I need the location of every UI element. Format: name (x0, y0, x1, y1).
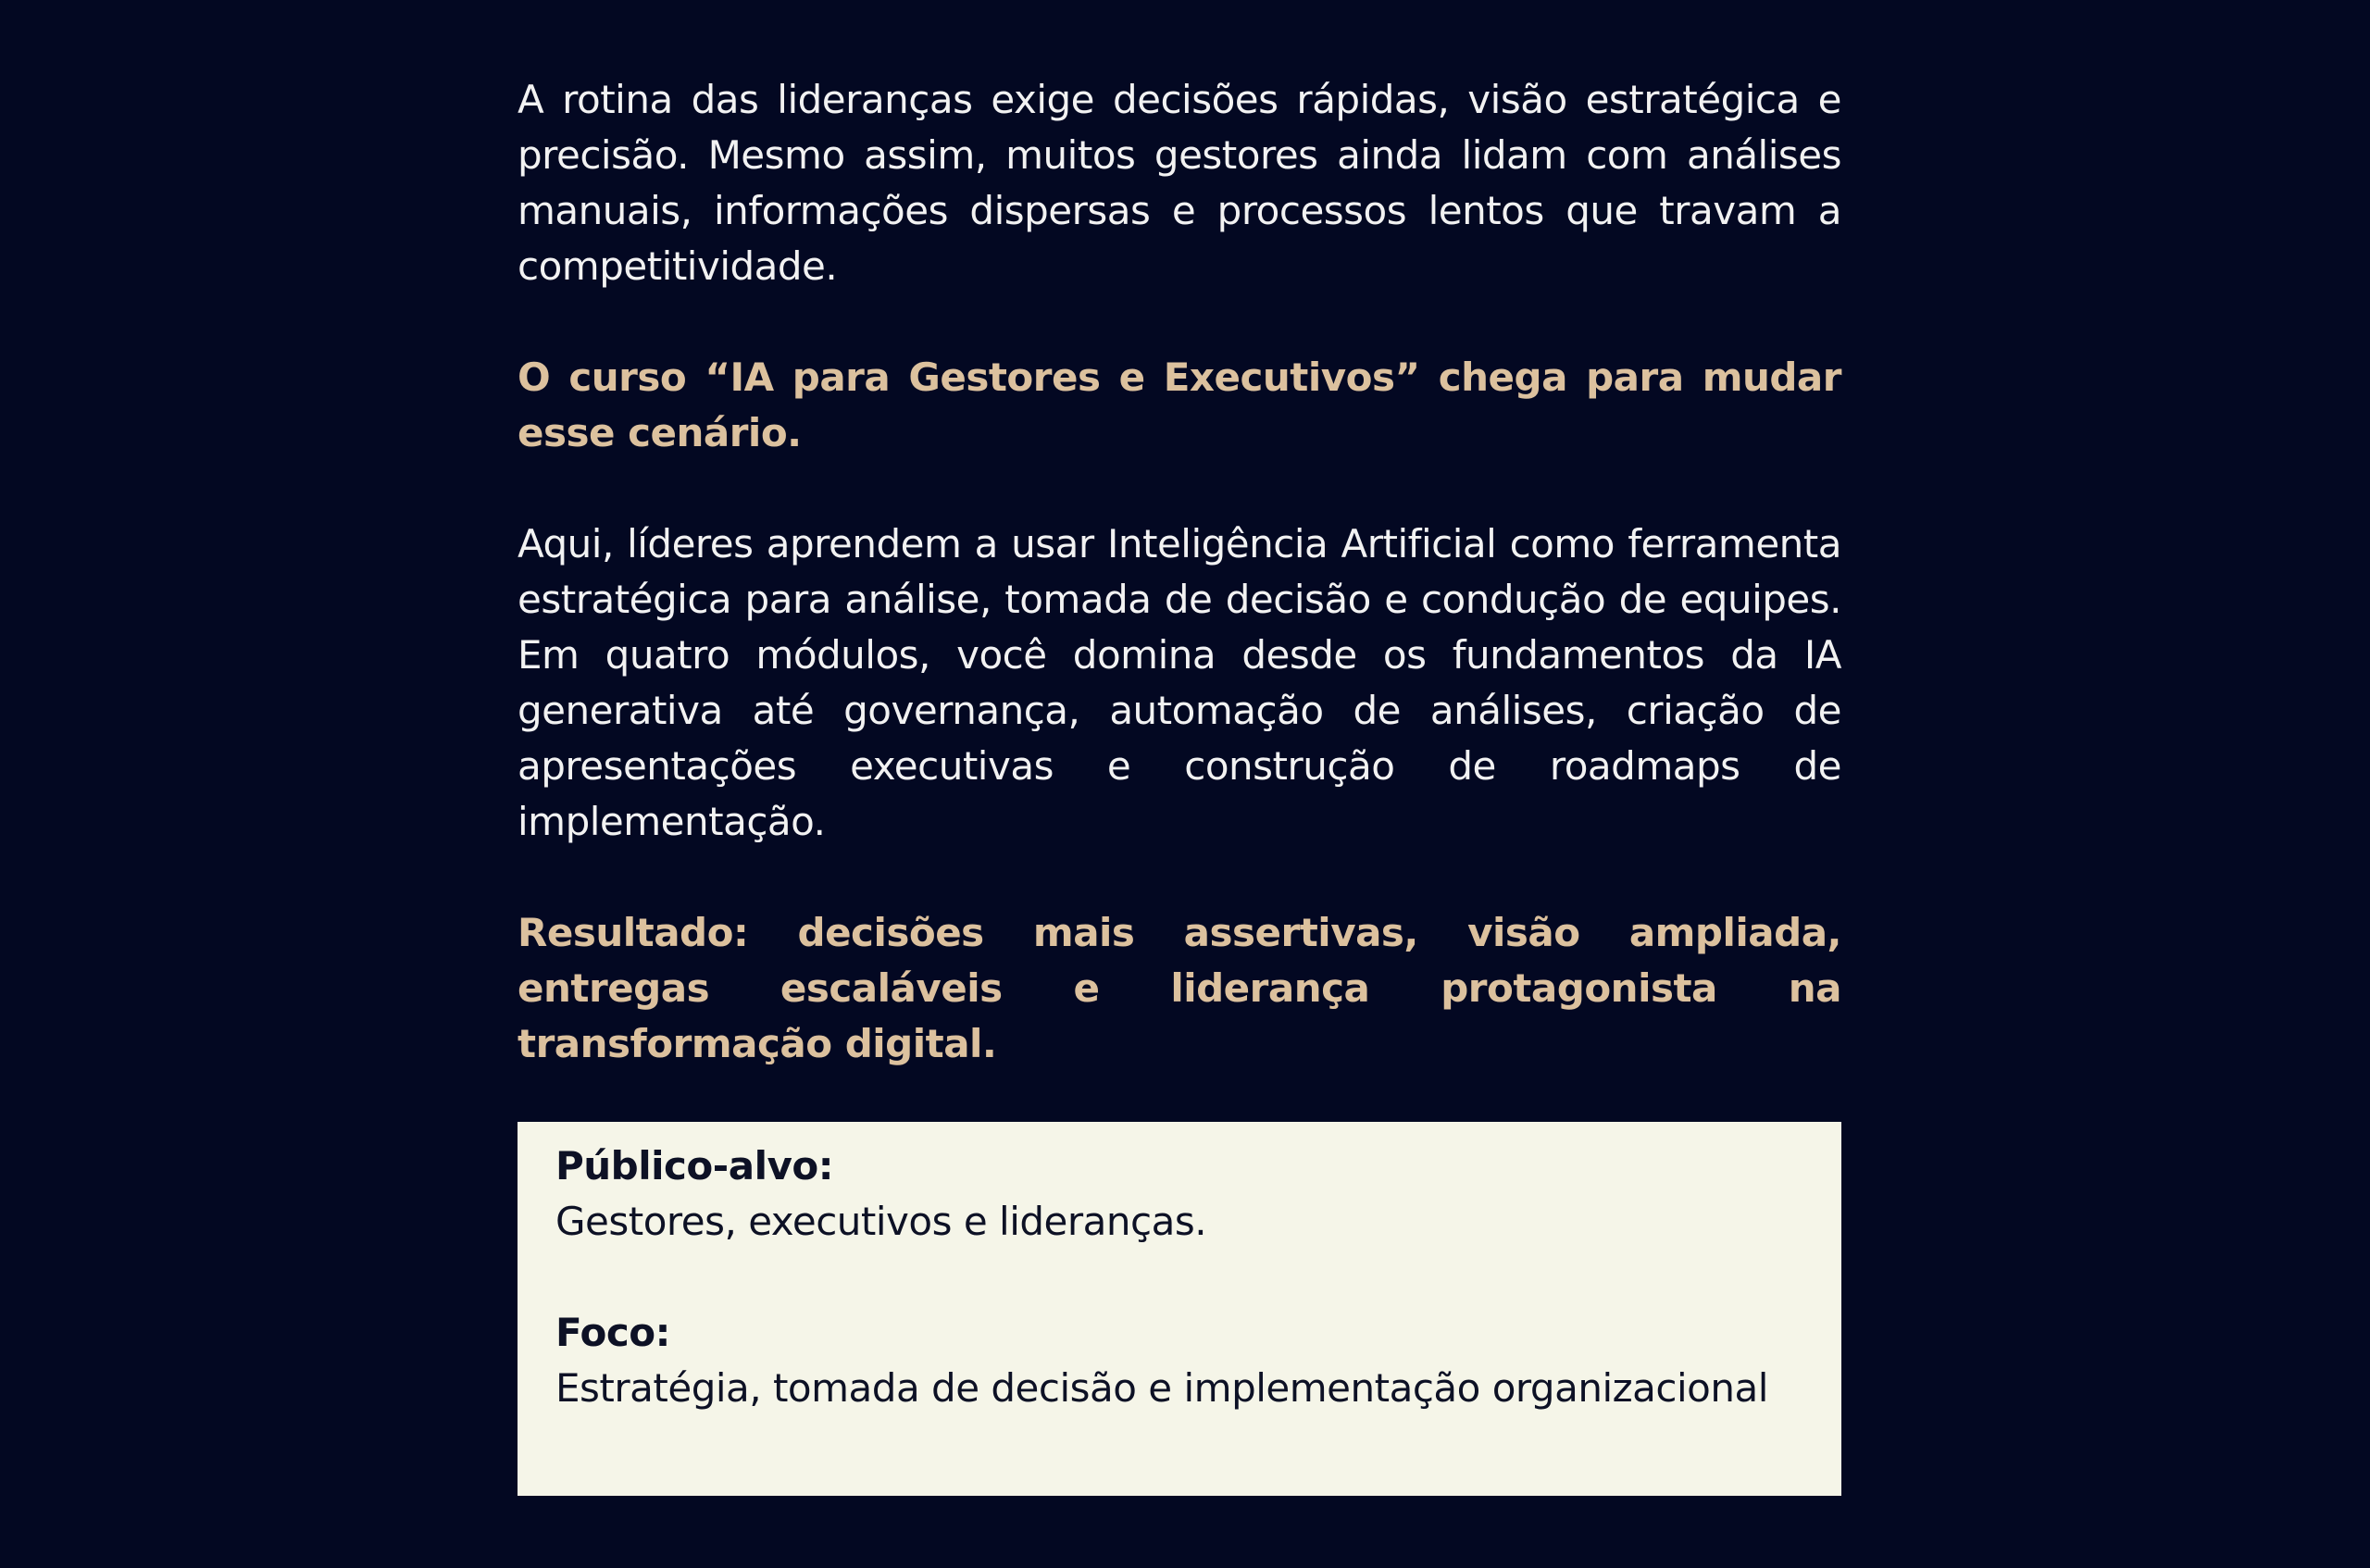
audience-label: Público-alvo: (555, 1143, 833, 1188)
spacer (555, 1250, 1804, 1305)
course-description (518, 72, 1841, 1072)
result-highlight: Resultado: decisões mais assertivas, visão ampliada, entregas escaláveis e liderança protagonista na transformação digital. (518, 910, 1841, 1066)
audience-value: Gestores, executivos e lideranças. (555, 1199, 1207, 1244)
focus-label: Foco: (555, 1310, 670, 1355)
spacer (518, 294, 1841, 350)
spacer (518, 850, 1841, 905)
audience-focus-box (518, 1122, 1841, 1496)
spacer (518, 461, 1841, 516)
focus-value: Estratégia, tomada de decisão e implementação organizacional (555, 1365, 1768, 1411)
course-details-paragraph: Aqui, líderes aprendem a usar Inteligência Artificial como ferramenta estratégica para análise, tomada de decisão e condução de equipes. Em quatro módulos, você domina desde os fundamentos da IA generativa até governança, automação de análises, criação de apresentações executivas e construção de roadmaps de implementação. (518, 521, 1841, 844)
intro-paragraph: A rotina das lideranças exige decisões rápidas, visão estratégica e precisão. Mesmo assim, muitos gestores ainda lidam com análises manuais, informações dispersas e processos lentos que travam a competitividade. (518, 77, 1841, 289)
course-highlight: O curso “IA para Gestores e Executivos” chega para mudar esse cenário. (518, 355, 1841, 455)
